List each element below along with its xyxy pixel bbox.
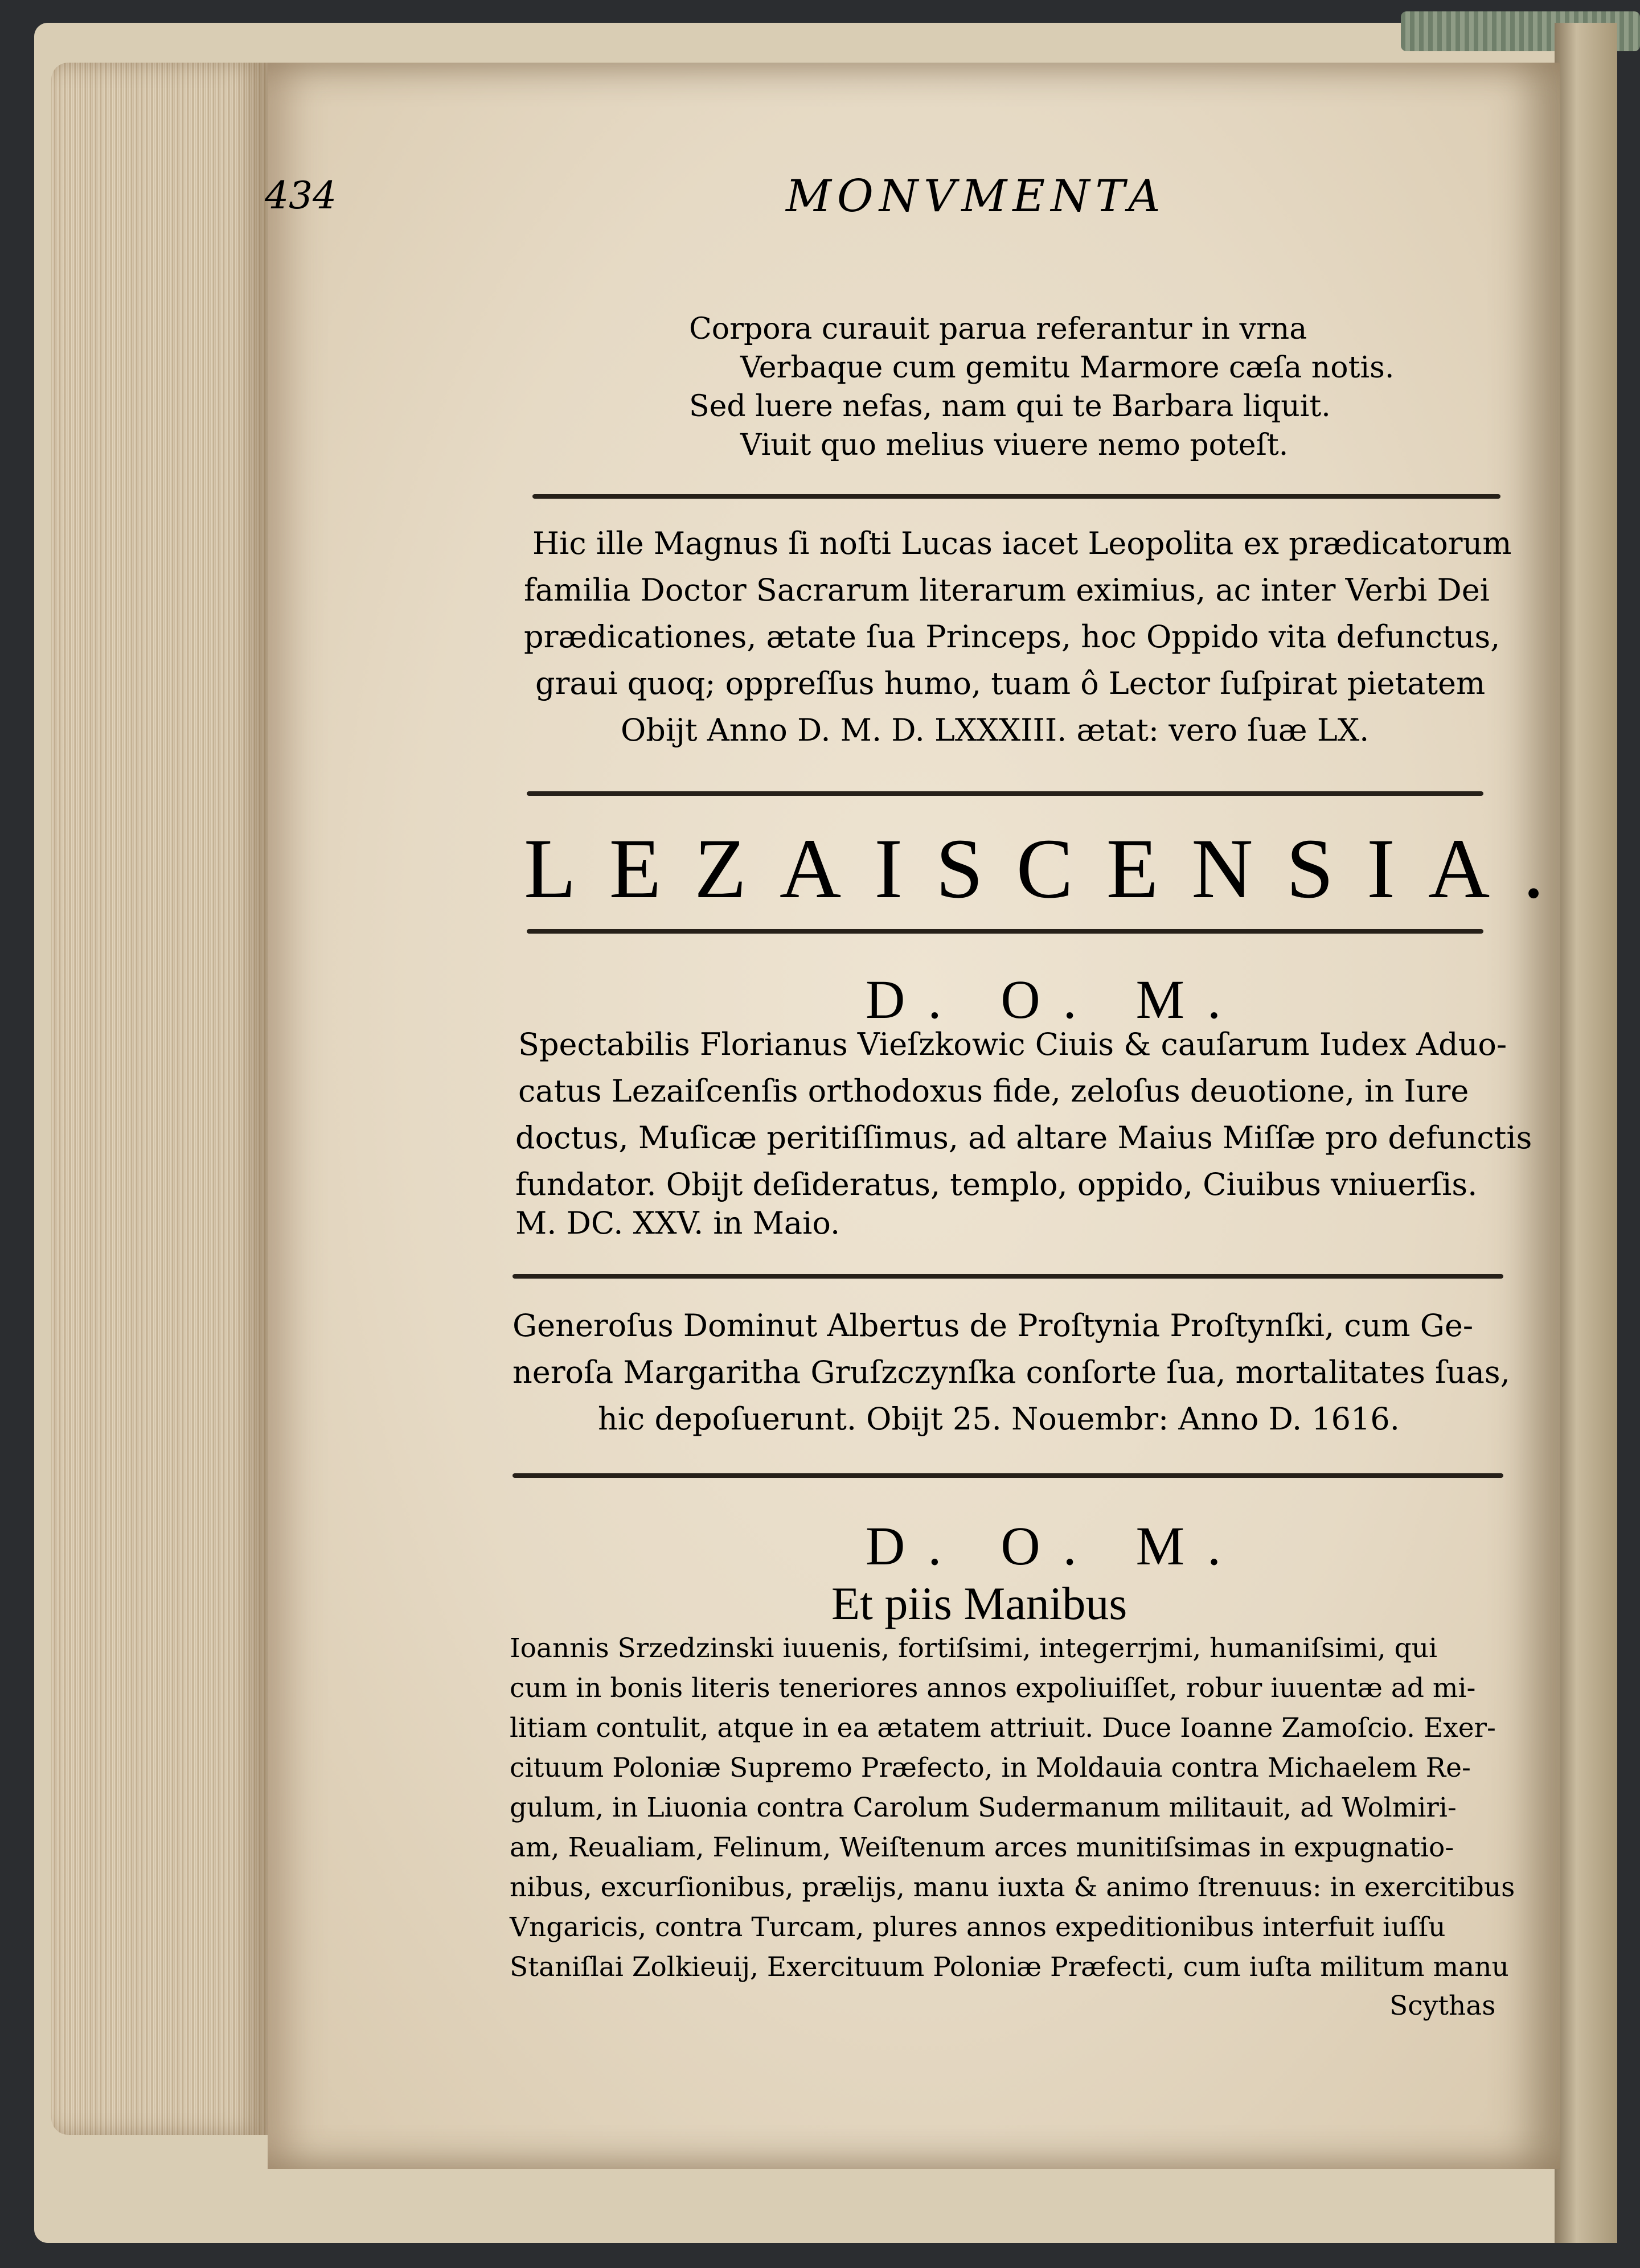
epitaph-line: fundator. Obijt deſideratus, templo, oppido, Ciuibus vniuerſis.	[515, 1166, 1478, 1202]
epitaph-line: Vngaricis, contra Turcam, plures annos expeditionibus interfuit iuſſu	[510, 1912, 1446, 1943]
section-heading: LEZAISCENSIA.	[524, 821, 1577, 916]
subheading: Et piis Manibus	[831, 1577, 1128, 1629]
epitaph-line: Obijt Anno D. M. D. LXXXIII. ætat: vero ſuæ LX.	[621, 712, 1370, 748]
catchword: Scythas	[1389, 1990, 1496, 2022]
verse-line: Corpora curauit parua referantur in vrna	[689, 312, 1307, 346]
divider-rule	[512, 1473, 1503, 1478]
page-edges	[51, 63, 268, 2135]
divider-rule	[527, 929, 1483, 934]
dom-heading: D. O. M.	[866, 1515, 1244, 1576]
divider-rule	[527, 791, 1483, 796]
epitaph-line: Staniſlai Zolkieuij, Exercituum Poloniæ Præfecti, cum iuſta militum manu	[510, 1951, 1509, 1983]
epitaph-line: M. DC. XXV. in Maio.	[515, 1205, 840, 1241]
epitaph-line: catus Lezaiſcenſis orthodoxus fide, zeloſus deuotione, in Iure	[518, 1073, 1469, 1109]
epitaph-line: gulum, in Liuonia contra Carolum Sudermanum militauit, ad Wolmiri-	[510, 1792, 1457, 1823]
running-head: MONVMENTA	[786, 171, 1166, 222]
verse-line: Viuit quo melius viuere nemo poteſt.	[740, 428, 1289, 462]
epitaph-line: familia Doctor Sacrarum literarum eximius, ac inter Verbi Dei	[524, 572, 1490, 608]
verse-line: Sed luere nefas, nam qui te Barbara liquit.	[689, 389, 1331, 424]
epitaph-line: nibus, excurſionibus, prælijs, manu iuxta & animo ſtrenuus: in exercitibus	[510, 1872, 1515, 1903]
epitaph-line: cum in bonis literis teneriores annos expoliuiſſet, robur iuuentæ ad mi-	[510, 1673, 1476, 1704]
divider-rule	[512, 1274, 1503, 1279]
epitaph-line: hic depoſuerunt. Obijt 25. Nouembr: Anno D. 1616.	[598, 1401, 1400, 1437]
epitaph-line: neroſa Margaritha Gruſzczynſka conſorte ſua, mortalitates ſuas,	[512, 1354, 1510, 1390]
epitaph-line: prædicationes, ætate ſua Princeps, hoc Oppido vita defunctus,	[524, 619, 1500, 655]
epitaph-line: Spectabilis Florianus Vieſzkowic Ciuis & cauſarum Iudex Aduo-	[518, 1026, 1507, 1062]
epitaph-line: doctus, Muſicæ peritiſſimus, ad altare Maius Miſſæ pro defunctis	[515, 1120, 1532, 1156]
epitaph-line: Ioannis Srzedzinski iuuenis, fortiſsimi, integerrjmi, humaniſsimi, qui	[510, 1633, 1438, 1664]
epitaph-line: cituum Poloniæ Supremo Præfecto, in Moldauia contra Michaelem Re-	[510, 1752, 1471, 1784]
epitaph-line: Hic ille Magnus ſi noſti Lucas iacet Leopolita ex prædicatorum	[532, 525, 1512, 561]
epitaph-line: graui quoq; oppreſſus humo, tuam ô Lector ſuſpirat pietatem	[535, 665, 1486, 701]
divider-rule	[532, 494, 1500, 499]
facing-page-gutter	[1555, 23, 1617, 2243]
epitaph-line: Generoſus Dominut Albertus de Proſtynia Proſtynſki, cum Ge-	[512, 1308, 1474, 1343]
epitaph-line: litiam contulit, atque in ea ætatem attriuit. Duce Ioanne Zamoſcio. Exer-	[510, 1712, 1496, 1744]
page-number: 434	[265, 174, 337, 217]
dom-heading: D. O. M.	[866, 969, 1244, 1030]
epitaph-line: am, Reualiam, Felinum, Weiſtenum arces munitiſsimas in expugnatio-	[510, 1832, 1454, 1863]
verse-line: Verbaque cum gemitu Marmore cæſa notis.	[740, 351, 1395, 385]
